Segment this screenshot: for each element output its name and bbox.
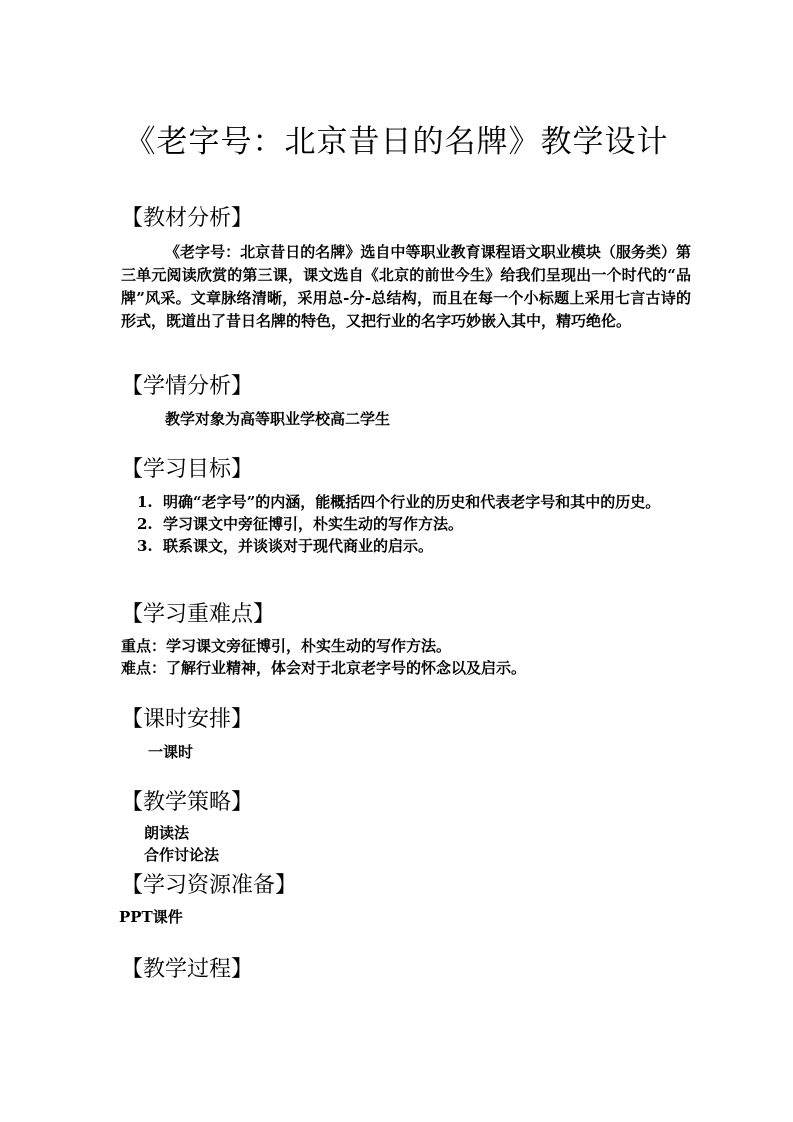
heading-class-schedule: 【课时安排】	[121, 707, 254, 732]
goal-number: 3.	[137, 537, 153, 555]
heading-learning-resources: 【学习资源准备】	[121, 873, 298, 898]
goal-number: 1.	[137, 493, 153, 511]
teaching-strategy-item: 朗读法	[144, 824, 190, 842]
learning-goal-item	[137, 535, 697, 557]
key-point-text: 重点：学习课文旁征博引，朴实生动的写作方法。	[121, 637, 452, 655]
goal-number: 2.	[137, 515, 153, 533]
material-analysis-text: 《老字号：北京昔日的名牌》选自中等职业教育课程语文职业模块（服务类）第三单元阅读欣赏的第三课，课文选自《北京的前世今生》给我们呈现出一个时代的“品牌”风采。文章脉络清晰，采用总-分-总结构，而且在每一个小标题上采用七言古诗的形式，既道出了昔日名牌的特色，又把行业的名字巧妙嵌入其中，精巧绝伦。	[121, 243, 691, 330]
learning-goals-list	[137, 491, 697, 557]
heading-teaching-strategy: 【教学策略】	[121, 790, 254, 815]
class-schedule-text: 一课时	[148, 743, 194, 761]
goal-text: 明确“老字号”的内涵，能概括四个行业的历史和代表老字号和其中的历史。	[163, 493, 661, 511]
goal-text: 学习课文中旁征博引，朴实生动的写作方法。	[163, 515, 464, 533]
learning-goal-item	[137, 491, 697, 513]
heading-student-analysis: 【学情分析】	[121, 374, 254, 399]
heading-teaching-process: 【教学过程】	[121, 957, 254, 982]
heading-key-difficult-points: 【学习重难点】	[121, 602, 276, 627]
heading-learning-goals: 【学习目标】	[121, 457, 254, 482]
learning-resources-text: PPT课件	[119, 908, 183, 926]
difficult-point-text: 难点：了解行业精神，体会对于北京老字号的怀念以及启示。	[121, 659, 527, 677]
learning-goal-item	[137, 513, 697, 535]
teaching-strategy-item: 合作讨论法	[144, 846, 220, 864]
document-title: 《老字号：北京昔日的名牌》教学设计	[124, 124, 669, 160]
heading-material-analysis: 【教材分析】	[121, 206, 254, 231]
student-analysis-text: 教学对象为高等职业学校高二学生	[165, 410, 391, 428]
goal-text: 联系课文，并谈谈对于现代商业的启示。	[163, 537, 434, 555]
